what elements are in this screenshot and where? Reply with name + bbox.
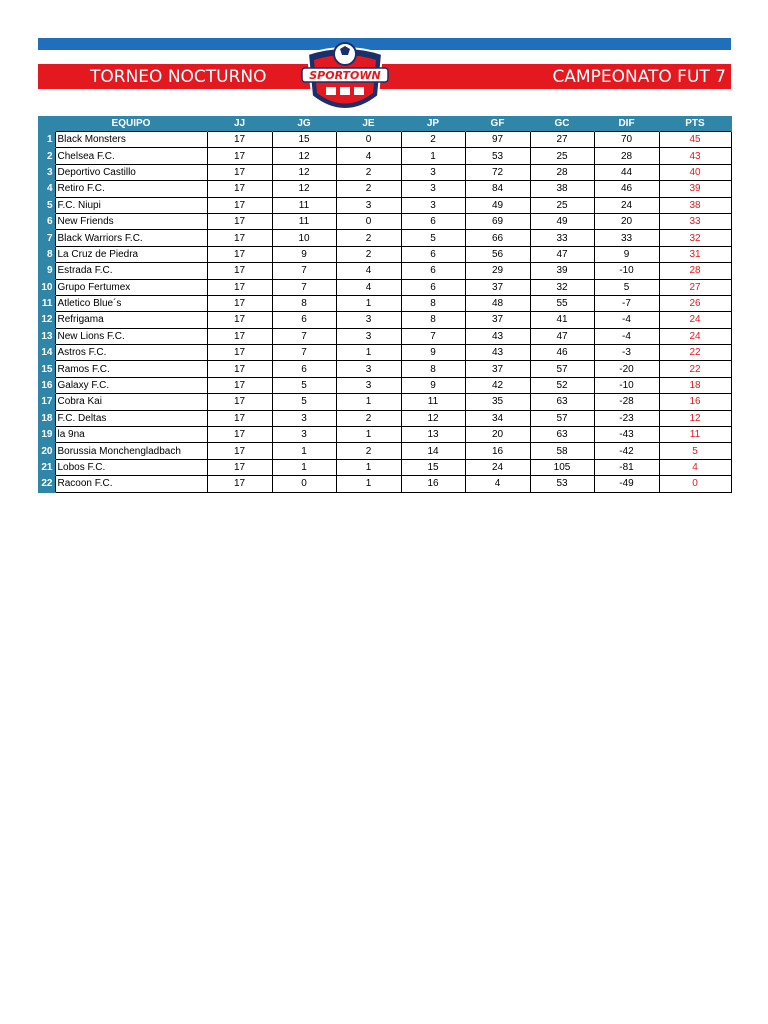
jg-cell: 7	[272, 263, 336, 279]
jg-cell: 6	[272, 312, 336, 328]
position-cell: 7	[38, 230, 55, 246]
table-row	[38, 394, 731, 410]
jp-cell: 6	[401, 263, 465, 279]
dif-cell: 9	[594, 246, 659, 262]
pts-cell: 40	[659, 164, 731, 180]
position-cell: 17	[38, 394, 55, 410]
dif-cell: -7	[594, 295, 659, 311]
jp-cell: 2	[401, 132, 465, 148]
jp-cell: 9	[401, 345, 465, 361]
jg-cell: 6	[272, 361, 336, 377]
gf-cell: 72	[465, 164, 530, 180]
position-cell: 21	[38, 459, 55, 475]
jj-cell: 17	[207, 181, 272, 197]
pts-cell: 4	[659, 459, 731, 475]
je-cell: 1	[336, 459, 401, 475]
jj-cell: 17	[207, 410, 272, 426]
team-cell: Chelsea F.C.	[55, 148, 207, 164]
position-cell: 18	[38, 410, 55, 426]
team-cell: Atletico Blue´s	[55, 295, 207, 311]
position-cell: 19	[38, 427, 55, 443]
jp-cell: 3	[401, 164, 465, 180]
jj-cell: 17	[207, 197, 272, 213]
dif-cell: 46	[594, 181, 659, 197]
gc-cell: 58	[530, 443, 594, 459]
jg-cell: 12	[272, 164, 336, 180]
jj-cell: 17	[207, 246, 272, 262]
jj-cell: 17	[207, 164, 272, 180]
jg-cell: 0	[272, 476, 336, 492]
team-cell: Galaxy F.C.	[55, 377, 207, 393]
team-cell: La Cruz de Piedra	[55, 246, 207, 262]
team-cell: Grupo Fertumex	[55, 279, 207, 295]
dif-cell: 70	[594, 132, 659, 148]
pts-cell: 24	[659, 328, 731, 344]
je-cell: 0	[336, 213, 401, 229]
jj-cell: 17	[207, 459, 272, 475]
table-row	[38, 427, 731, 443]
table-row	[38, 197, 731, 213]
gf-cell: 56	[465, 246, 530, 262]
jg-cell: 3	[272, 410, 336, 426]
table-row	[38, 148, 731, 164]
jg-cell: 10	[272, 230, 336, 246]
position-cell: 20	[38, 443, 55, 459]
gf-cell: 37	[465, 361, 530, 377]
pts-cell: 32	[659, 230, 731, 246]
team-cell: Retiro F.C.	[55, 181, 207, 197]
pts-cell: 18	[659, 377, 731, 393]
gc-cell: 47	[530, 328, 594, 344]
pts-cell: 24	[659, 312, 731, 328]
jp-cell: 9	[401, 377, 465, 393]
jj-cell: 17	[207, 263, 272, 279]
jp-cell: 11	[401, 394, 465, 410]
je-cell: 1	[336, 394, 401, 410]
team-cell: la 9na	[55, 427, 207, 443]
jp-cell: 8	[401, 295, 465, 311]
logo-wordmark: SPORTOWN	[309, 69, 381, 82]
team-cell: Racoon F.C.	[55, 476, 207, 492]
dif-cell: -10	[594, 263, 659, 279]
table-row	[38, 164, 731, 180]
table-row	[38, 295, 731, 311]
jp-cell: 6	[401, 279, 465, 295]
gc-cell: 39	[530, 263, 594, 279]
position-cell: 3	[38, 164, 55, 180]
team-cell: Ramos F.C.	[55, 361, 207, 377]
je-cell: 0	[336, 132, 401, 148]
col-header-jp: JP	[401, 116, 465, 132]
gc-cell: 63	[530, 394, 594, 410]
jj-cell: 17	[207, 476, 272, 492]
pts-cell: 28	[659, 263, 731, 279]
table-row	[38, 377, 731, 393]
pts-cell: 26	[659, 295, 731, 311]
pts-cell: 22	[659, 361, 731, 377]
position-cell: 4	[38, 181, 55, 197]
team-cell: New Friends	[55, 213, 207, 229]
table-row	[38, 410, 731, 426]
table-header-row	[38, 116, 731, 132]
jp-cell: 5	[401, 230, 465, 246]
position-cell: 5	[38, 197, 55, 213]
dif-cell: -42	[594, 443, 659, 459]
gf-cell: 35	[465, 394, 530, 410]
dif-cell: -23	[594, 410, 659, 426]
gc-cell: 55	[530, 295, 594, 311]
jj-cell: 17	[207, 148, 272, 164]
jj-cell: 17	[207, 279, 272, 295]
table-row	[38, 181, 731, 197]
position-cell: 10	[38, 279, 55, 295]
pts-cell: 16	[659, 394, 731, 410]
pts-cell: 31	[659, 246, 731, 262]
col-header-jg: JG	[272, 116, 336, 132]
jg-cell: 5	[272, 377, 336, 393]
je-cell: 1	[336, 427, 401, 443]
position-cell: 9	[38, 263, 55, 279]
jj-cell: 17	[207, 427, 272, 443]
dif-cell: -3	[594, 345, 659, 361]
gf-cell: 4	[465, 476, 530, 492]
je-cell: 3	[336, 328, 401, 344]
table-row	[38, 476, 731, 492]
position-cell: 1	[38, 132, 55, 148]
pts-cell: 27	[659, 279, 731, 295]
pts-cell: 43	[659, 148, 731, 164]
jp-cell: 7	[401, 328, 465, 344]
team-cell: Black Monsters	[55, 132, 207, 148]
dif-cell: -4	[594, 312, 659, 328]
position-cell: 13	[38, 328, 55, 344]
gc-cell: 47	[530, 246, 594, 262]
gc-cell: 28	[530, 164, 594, 180]
col-header-team: EQUIPO	[55, 116, 207, 132]
gc-cell: 53	[530, 476, 594, 492]
position-cell: 11	[38, 295, 55, 311]
table-row	[38, 132, 731, 148]
gc-cell: 27	[530, 132, 594, 148]
championship-title: CAMPEONATO FUT 7	[552, 67, 726, 87]
team-cell: Borussia Monchengladbach	[55, 443, 207, 459]
jp-cell: 15	[401, 459, 465, 475]
jj-cell: 17	[207, 394, 272, 410]
position-cell: 14	[38, 345, 55, 361]
gf-cell: 42	[465, 377, 530, 393]
gf-cell: 43	[465, 328, 530, 344]
table-row	[38, 328, 731, 344]
team-cell: F.C. Niupi	[55, 197, 207, 213]
gf-cell: 37	[465, 279, 530, 295]
jp-cell: 12	[401, 410, 465, 426]
gf-cell: 66	[465, 230, 530, 246]
gc-cell: 57	[530, 361, 594, 377]
gf-cell: 29	[465, 263, 530, 279]
position-cell: 16	[38, 377, 55, 393]
dif-cell: -81	[594, 459, 659, 475]
table-row	[38, 230, 731, 246]
position-cell: 6	[38, 213, 55, 229]
team-cell: Deportivo Castillo	[55, 164, 207, 180]
jj-cell: 17	[207, 443, 272, 459]
col-header-dif: DIF	[594, 116, 659, 132]
jg-cell: 1	[272, 443, 336, 459]
pts-cell: 39	[659, 181, 731, 197]
jg-cell: 7	[272, 279, 336, 295]
pts-cell: 22	[659, 345, 731, 361]
je-cell: 3	[336, 197, 401, 213]
je-cell: 2	[336, 410, 401, 426]
dif-cell: -28	[594, 394, 659, 410]
jp-cell: 14	[401, 443, 465, 459]
jg-cell: 1	[272, 459, 336, 475]
gf-cell: 37	[465, 312, 530, 328]
je-cell: 4	[336, 279, 401, 295]
pts-cell: 12	[659, 410, 731, 426]
col-header-pts: PTS	[659, 116, 731, 132]
dif-cell: -49	[594, 476, 659, 492]
jg-cell: 12	[272, 181, 336, 197]
je-cell: 1	[336, 345, 401, 361]
jg-cell: 9	[272, 246, 336, 262]
dif-cell: 28	[594, 148, 659, 164]
je-cell: 2	[336, 164, 401, 180]
team-cell: New Lions F.C.	[55, 328, 207, 344]
jp-cell: 16	[401, 476, 465, 492]
col-header-gf: GF	[465, 116, 530, 132]
dif-cell: 24	[594, 197, 659, 213]
jj-cell: 17	[207, 295, 272, 311]
table-row	[38, 246, 731, 262]
gc-cell: 49	[530, 213, 594, 229]
je-cell: 3	[336, 377, 401, 393]
jj-cell: 17	[207, 132, 272, 148]
gc-cell: 25	[530, 148, 594, 164]
table-row	[38, 345, 731, 361]
tournament-title: TORNEO NOCTURNO	[90, 67, 267, 87]
jj-cell: 17	[207, 213, 272, 229]
gc-cell: 46	[530, 345, 594, 361]
je-cell: 4	[336, 263, 401, 279]
gf-cell: 20	[465, 427, 530, 443]
je-cell: 2	[336, 181, 401, 197]
jg-cell: 8	[272, 295, 336, 311]
jg-cell: 5	[272, 394, 336, 410]
gc-cell: 105	[530, 459, 594, 475]
col-header-gc: GC	[530, 116, 594, 132]
jg-cell: 15	[272, 132, 336, 148]
team-cell: Refrigama	[55, 312, 207, 328]
je-cell: 4	[336, 148, 401, 164]
gc-cell: 52	[530, 377, 594, 393]
je-cell: 2	[336, 230, 401, 246]
table-row	[38, 312, 731, 328]
jj-cell: 17	[207, 345, 272, 361]
gc-cell: 32	[530, 279, 594, 295]
dif-cell: 33	[594, 230, 659, 246]
gc-cell: 41	[530, 312, 594, 328]
table-row	[38, 459, 731, 475]
jp-cell: 1	[401, 148, 465, 164]
gf-cell: 69	[465, 213, 530, 229]
jg-cell: 7	[272, 345, 336, 361]
col-header-position	[38, 116, 55, 132]
gc-cell: 63	[530, 427, 594, 443]
jp-cell: 6	[401, 213, 465, 229]
pts-cell: 5	[659, 443, 731, 459]
dif-cell: 5	[594, 279, 659, 295]
team-cell: Cobra Kai	[55, 394, 207, 410]
je-cell: 3	[336, 361, 401, 377]
pts-cell: 38	[659, 197, 731, 213]
table-row	[38, 443, 731, 459]
jj-cell: 17	[207, 361, 272, 377]
pts-cell: 11	[659, 427, 731, 443]
table-row	[38, 279, 731, 295]
je-cell: 1	[336, 295, 401, 311]
gf-cell: 84	[465, 181, 530, 197]
table-row	[38, 361, 731, 377]
gf-cell: 53	[465, 148, 530, 164]
dif-cell: 44	[594, 164, 659, 180]
gf-cell: 48	[465, 295, 530, 311]
team-cell: Black Warriors F.C.	[55, 230, 207, 246]
position-cell: 2	[38, 148, 55, 164]
jg-cell: 11	[272, 197, 336, 213]
pts-cell: 0	[659, 476, 731, 492]
jg-cell: 3	[272, 427, 336, 443]
jj-cell: 17	[207, 377, 272, 393]
team-cell: Astros F.C.	[55, 345, 207, 361]
table-row	[38, 213, 731, 229]
position-cell: 12	[38, 312, 55, 328]
dif-cell: -10	[594, 377, 659, 393]
dif-cell: -43	[594, 427, 659, 443]
jp-cell: 8	[401, 361, 465, 377]
table-row	[38, 263, 731, 279]
je-cell: 2	[336, 443, 401, 459]
gc-cell: 38	[530, 181, 594, 197]
je-cell: 3	[336, 312, 401, 328]
jp-cell: 6	[401, 246, 465, 262]
position-cell: 8	[38, 246, 55, 262]
standings-body	[38, 132, 731, 493]
col-header-je: JE	[336, 116, 401, 132]
gc-cell: 57	[530, 410, 594, 426]
je-cell: 1	[336, 476, 401, 492]
jj-cell: 17	[207, 312, 272, 328]
team-cell: Estrada F.C.	[55, 263, 207, 279]
position-cell: 15	[38, 361, 55, 377]
jg-cell: 7	[272, 328, 336, 344]
jp-cell: 3	[401, 181, 465, 197]
standings-table	[38, 116, 732, 493]
dif-cell: 20	[594, 213, 659, 229]
jp-cell: 13	[401, 427, 465, 443]
je-cell: 2	[336, 246, 401, 262]
gf-cell: 97	[465, 132, 530, 148]
position-cell: 22	[38, 476, 55, 492]
sportown-logo	[298, 40, 392, 122]
pts-cell: 33	[659, 213, 731, 229]
pts-cell: 45	[659, 132, 731, 148]
gf-cell: 43	[465, 345, 530, 361]
dif-cell: -20	[594, 361, 659, 377]
jj-cell: 17	[207, 328, 272, 344]
dif-cell: -4	[594, 328, 659, 344]
gf-cell: 34	[465, 410, 530, 426]
jg-cell: 12	[272, 148, 336, 164]
gf-cell: 16	[465, 443, 530, 459]
jg-cell: 11	[272, 213, 336, 229]
jj-cell: 17	[207, 230, 272, 246]
team-cell: Lobos F.C.	[55, 459, 207, 475]
col-header-jj: JJ	[207, 116, 272, 132]
gf-cell: 49	[465, 197, 530, 213]
jp-cell: 8	[401, 312, 465, 328]
jp-cell: 3	[401, 197, 465, 213]
gc-cell: 33	[530, 230, 594, 246]
gf-cell: 24	[465, 459, 530, 475]
team-cell: F.C. Deltas	[55, 410, 207, 426]
gc-cell: 25	[530, 197, 594, 213]
